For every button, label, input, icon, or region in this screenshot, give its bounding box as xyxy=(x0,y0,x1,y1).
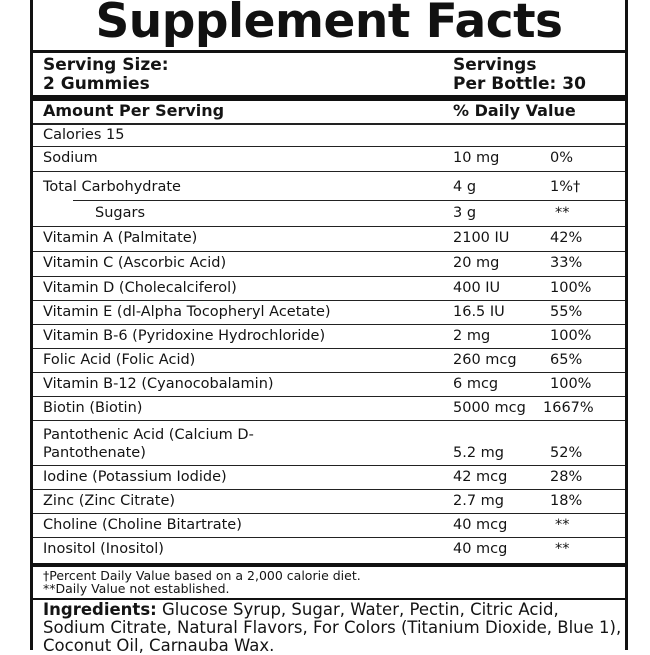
row-amount: 16.5 IU xyxy=(453,304,505,320)
row-amount: 2 mg xyxy=(453,328,491,344)
ingredients-text: Glucose Syrup, Sugar, Water, Pectin, Citric Acid, Sodium Citrate, Natural Flavors, For Colors (Titanium Dioxide, Blue 1), Coconut Oil, Carnauba Wax. xyxy=(43,600,622,655)
panel-title: Supplement Facts xyxy=(95,0,563,49)
serving-size-value: 2 Gummies xyxy=(43,74,150,94)
divider xyxy=(33,171,625,172)
row-name: Vitamin B-6 (Pyridoxine Hydrochloride) xyxy=(43,328,326,344)
row-dv: 65% xyxy=(550,352,583,368)
row-name: Biotin (Biotin) xyxy=(43,400,143,416)
divider xyxy=(33,226,625,227)
table-row xyxy=(33,426,625,466)
divider-thick xyxy=(33,563,625,567)
daily-value-header: % Daily Value xyxy=(453,101,576,120)
supplement-facts-panel xyxy=(30,0,628,655)
divider xyxy=(33,489,625,490)
divider xyxy=(33,465,625,466)
row-name: Pantothenic Acid (Calcium D- xyxy=(43,427,254,443)
row-amount: 10 mg xyxy=(453,150,500,166)
row-name: Iodine (Potassium Iodide) xyxy=(43,469,227,485)
row-name: Vitamin A (Palmitate) xyxy=(43,230,198,246)
row-name: Sodium xyxy=(43,150,98,166)
divider xyxy=(33,146,625,147)
row-dv: ** xyxy=(555,205,570,221)
divider xyxy=(33,348,625,349)
divider xyxy=(33,300,625,301)
row-dv: ** xyxy=(555,541,570,557)
row-name: Folic Acid (Folic Acid) xyxy=(43,352,196,368)
row-name: Vitamin E (dl-Alpha Tocopheryl Acetate) xyxy=(43,304,331,320)
servings-label: Servings xyxy=(453,55,537,75)
ingredients-label: Ingredients: xyxy=(43,600,157,619)
calories-label: Calories 15 xyxy=(43,127,125,143)
row-dv: 0% xyxy=(550,150,574,166)
row-amount: 6 mcg xyxy=(453,376,499,392)
row-dv: 28% xyxy=(550,469,583,485)
row-amount: 20 mg xyxy=(453,255,500,271)
row-name: Choline (Choline Bitartrate) xyxy=(43,517,242,533)
divider xyxy=(33,513,625,514)
row-amount: 400 IU xyxy=(453,280,501,296)
amount-per-serving-header: Amount Per Serving xyxy=(43,101,225,120)
row-name: Vitamin B-12 (Cyanocobalamin) xyxy=(43,376,274,392)
divider xyxy=(33,324,625,325)
row-amount: 5000 mcg xyxy=(453,400,526,416)
row-dv: 100% xyxy=(550,376,592,392)
divider xyxy=(33,123,625,125)
row-amount: 4 g xyxy=(453,179,477,195)
divider xyxy=(33,537,625,538)
row-dv: ** xyxy=(555,517,570,533)
row-dv: 55% xyxy=(550,304,583,320)
row-dv: 18% xyxy=(550,493,583,509)
row-name: Inositol (Inositol) xyxy=(43,541,164,557)
row-amount: 2.7 mg xyxy=(453,493,504,509)
divider xyxy=(33,396,625,397)
row-dv: 1%† xyxy=(550,179,581,195)
row-amount: 40 mcg xyxy=(453,517,508,533)
row-dv: 100% xyxy=(550,328,592,344)
table-header xyxy=(33,101,625,121)
divider xyxy=(33,420,625,421)
divider xyxy=(33,251,625,252)
row-amount: 2100 IU xyxy=(453,230,510,246)
row-amount: 3 g xyxy=(453,205,477,221)
row-amount: 40 mcg xyxy=(453,541,508,557)
footnote-dv-not-established: **Daily Value not established. xyxy=(43,581,230,596)
row-dv: 100% xyxy=(550,280,592,296)
row-name: Total Carbohydrate xyxy=(43,179,181,195)
ingredients-statement xyxy=(43,601,623,655)
row-name: Zinc (Zinc Citrate) xyxy=(43,493,176,509)
row-amount: 42 mcg xyxy=(453,469,508,485)
serving-size-label: Serving Size: xyxy=(43,55,169,75)
row-amount: 5.2 mg xyxy=(453,445,504,461)
divider xyxy=(33,276,625,277)
row-name: Sugars xyxy=(95,205,145,221)
row-name: Vitamin C (Ascorbic Acid) xyxy=(43,255,227,271)
row-name: Vitamin D (Cholecalciferol) xyxy=(43,280,237,296)
footnote-percent-dv: †Percent Daily Value based on a 2,000 calorie diet. xyxy=(43,568,361,583)
row-dv: 42% xyxy=(550,230,583,246)
row-amount: 260 mcg xyxy=(453,352,517,368)
servings-per-bottle: Per Bottle: 30 xyxy=(453,74,586,94)
divider xyxy=(33,372,625,373)
row-name-continued: Pantothenate) xyxy=(43,445,146,461)
divider xyxy=(73,200,625,201)
row-dv: 52% xyxy=(550,445,583,461)
divider-thick xyxy=(33,50,625,53)
row-dv: 33% xyxy=(550,255,583,271)
row-dv: 1667% xyxy=(543,400,594,416)
